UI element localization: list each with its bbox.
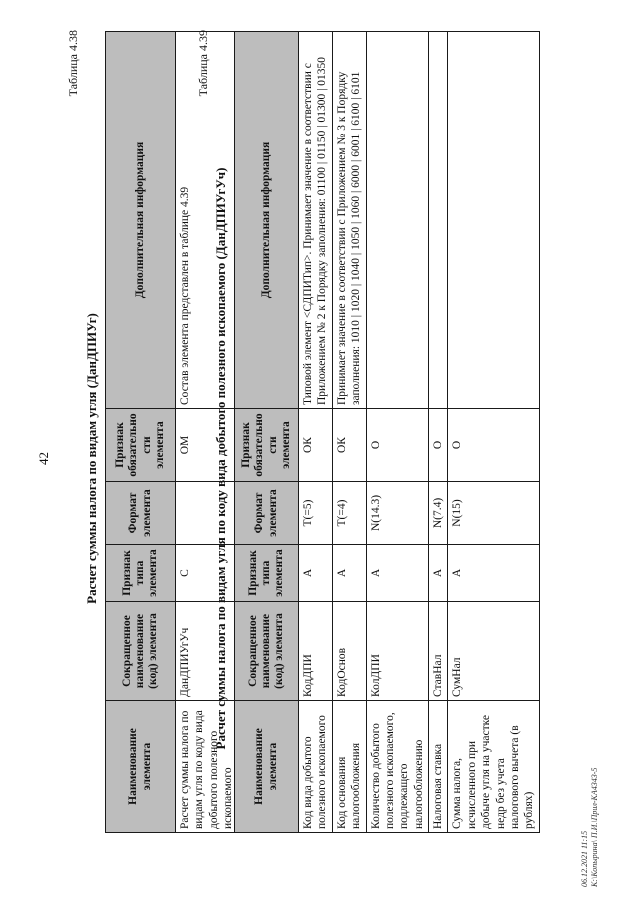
cell-name: Код вида добытого полезного ископаемого	[299, 701, 333, 833]
cell-type: А	[429, 545, 448, 602]
table-4-39	[234, 31, 540, 833]
cell-type: А	[299, 545, 333, 602]
cell-required: О	[366, 409, 429, 482]
header-additional-info: Дополнительная информация	[106, 32, 176, 409]
cell-type: А	[366, 545, 429, 602]
cell-name: Количество добытого полезного ископаемого, подлежащего налогообложению	[366, 701, 429, 833]
header-element-name: Наименование элемента	[235, 701, 299, 833]
table-row	[366, 32, 429, 833]
cell-format: Т(=5)	[299, 482, 333, 545]
cell-type: С	[176, 545, 239, 602]
cell-required: ОМ	[176, 409, 239, 482]
table-4-39-label: Таблица 4.39	[196, 30, 210, 97]
document-footer	[580, 768, 599, 887]
header-element-code: Сокращенное наименование (код) элемента	[235, 602, 299, 701]
header-element-name: Наименование элемента	[106, 701, 176, 833]
table-header-row	[106, 32, 176, 833]
cell-name: Сумма налога, исчисленного при добыче угля на участке недр без учета налогового вычета (в рублях)	[448, 701, 539, 833]
cell-code: СтавНал	[429, 602, 448, 701]
cell-format: Т(=4)	[332, 482, 366, 545]
cell-info	[366, 32, 429, 409]
cell-format: N(15)	[448, 482, 539, 545]
cell-required: ОК	[332, 409, 366, 482]
cell-type: А	[448, 545, 539, 602]
page-number: 42	[36, 452, 51, 465]
cell-name: Код основания налогообложения	[332, 701, 366, 833]
cell-info	[429, 32, 448, 409]
cell-code: КодОснов	[332, 602, 366, 701]
cell-name: Расчет суммы налога по видам угля по коду вида добытого полезного ископаемого	[176, 701, 239, 833]
cell-required: ОК	[299, 409, 333, 482]
cell-code: КолДПИ	[366, 602, 429, 701]
cell-required: О	[429, 409, 448, 482]
cell-format: N(7.4)	[429, 482, 448, 545]
header-element-required: Признак обязательности элемента	[235, 409, 299, 482]
header-element-format: Формат элемента	[106, 482, 176, 545]
cell-name: Налоговая ставка	[429, 701, 448, 833]
cell-info: Состав элемента представлен в таблице 4.39	[176, 32, 239, 409]
cell-code: КодДПИ	[299, 602, 333, 701]
footer-timestamp: 06.12.2021 11:15	[580, 830, 589, 887]
header-element-required: Признак обязательности элемента	[106, 409, 176, 482]
header-element-format: Формат элемента	[235, 482, 299, 545]
footer-file-path: К:\Копырина\ П.И.\Прил-КА4343-5	[589, 767, 599, 887]
cell-required: О	[448, 409, 539, 482]
table-4-38-label: Таблица 4.38	[66, 30, 80, 97]
cell-info: Типовой элемент <СДПИТип>. Принимает значение в соответствии с Приложением № 2 к Порядку заполнения: 01100 | 01150 | 01300 | 01350	[299, 32, 333, 409]
header-element-code: Сокращенное наименование (код) элемента	[106, 602, 176, 701]
cell-info: Принимает значение в соответствии с Приложением № 3 к Порядку заполнения: 1010 | 1020 | 1040 | 1050 | 1060 | 6000 | 6001 | 6100 | 6101	[332, 32, 366, 409]
cell-code: СумНал	[448, 602, 539, 701]
cell-info	[448, 32, 539, 409]
header-additional-info: Дополнительная информация	[235, 32, 299, 409]
table-row	[448, 32, 539, 833]
table-row	[299, 32, 333, 833]
table-header-row	[235, 32, 299, 833]
cell-format: N(14.3)	[366, 482, 429, 545]
cell-type: А	[332, 545, 366, 602]
table-row	[429, 32, 448, 833]
header-element-type: Признак типа элемента	[235, 545, 299, 602]
header-element-type: Признак типа элемента	[106, 545, 176, 602]
table-4-39-caption: Расчет суммы налога по видам угля по коду вида добытого полезного ископаемого (ДанДПИУгУч)	[213, 167, 228, 750]
cell-code: ДанДПИУгУч	[176, 602, 239, 701]
table-4-38-caption: Расчет суммы налога по видам угля (ДанДПИУг)	[84, 313, 99, 604]
table-row	[332, 32, 366, 833]
